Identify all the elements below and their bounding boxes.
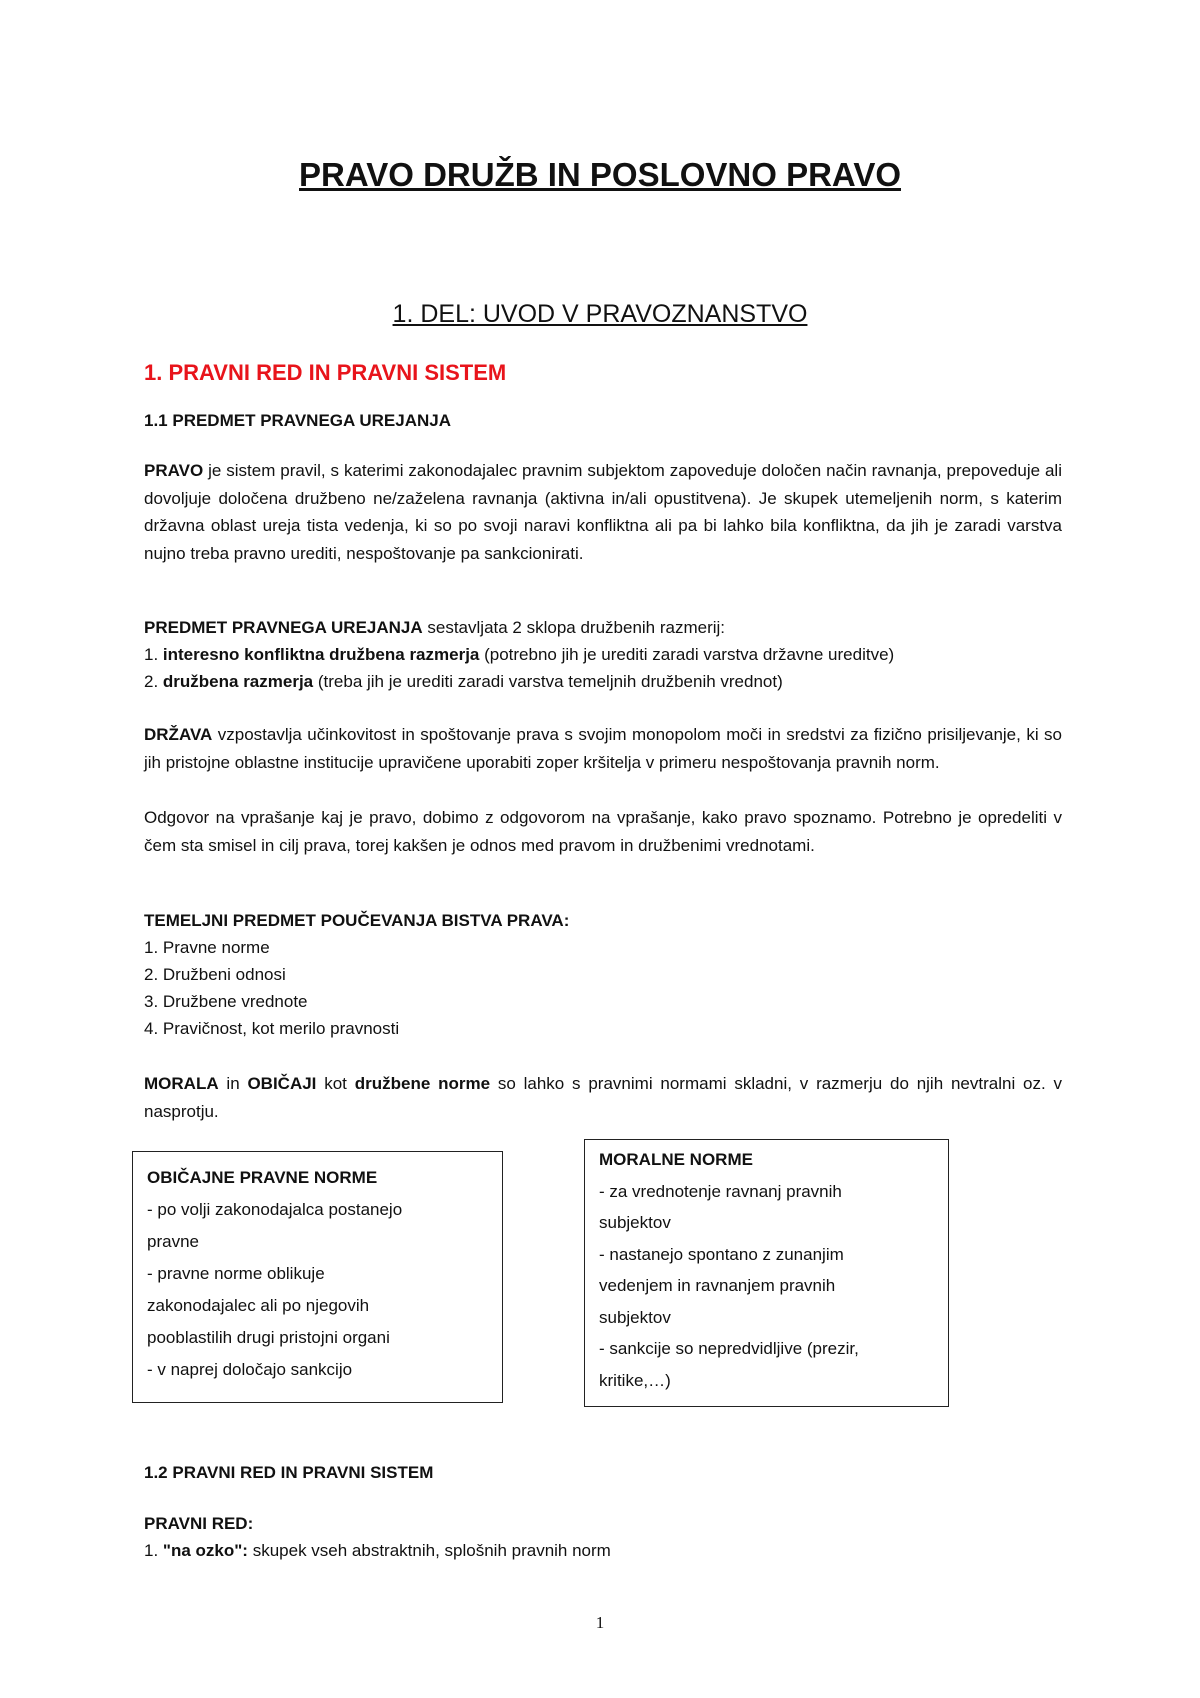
box-line: - sankcije so nepredvidljive (prezir, xyxy=(599,1339,859,1358)
predmet-item-2-text: (treba jih je urediti zaradi varstva temeljnih družbenih vrednot) xyxy=(313,672,783,691)
pravni-red-heading xyxy=(144,1510,253,1537)
drzava-term: DRŽAVA xyxy=(144,725,213,744)
page-number: 1 xyxy=(595,1613,605,1632)
list-number: 2. xyxy=(144,672,163,691)
box-line: - po volji zakonodajalca postanejo xyxy=(147,1200,403,1219)
pravo-term: PRAVO xyxy=(144,461,204,480)
moralne-norme-box xyxy=(584,1139,949,1407)
odgovor-paragraph: Odgovor na vprašanje kaj je pravo, dobimo z odgovorom na vprašanje, kako pravo spoznamo. Potrebno je opredeliti v čem sta smisel in cilj prava, torej kakšen je odnos med pravom in družbenimi vrednotami. xyxy=(144,808,1062,855)
box-line: - za vrednotenje ravnanj pravnih xyxy=(599,1181,842,1201)
list-number: 1. xyxy=(144,1541,163,1560)
morala-term: MORALA xyxy=(144,1074,219,1093)
box-line: zakonodajalec ali po njegovih xyxy=(147,1296,370,1315)
list-number: 1. xyxy=(144,645,163,664)
document-title: PRAVO DRUŽB IN POSLOVNO PRAVO xyxy=(299,156,901,193)
obicajne-norme-box xyxy=(132,1151,503,1403)
pravni-red-item-1-term: "na ozko": xyxy=(162,1541,248,1560)
list-item: 1. Pravne norme xyxy=(144,938,270,957)
box-line: subjektov xyxy=(599,1307,671,1327)
morala-paragraph xyxy=(144,1070,1062,1125)
predmet-intro xyxy=(144,614,725,641)
part-heading: 1. DEL: UVOD V PRAVOZNANSTVO xyxy=(392,300,808,328)
predmet-item-2-term: družbena razmerja xyxy=(162,672,314,691)
morala-text: in xyxy=(218,1074,248,1093)
box-heading: MORALNE NORME xyxy=(599,1150,753,1169)
subsection-heading: 1.1 PREDMET PRAVNEGA UREJANJA xyxy=(144,411,452,430)
predmet-intro-text: sestavljata 2 sklopa družbenih razmerij: xyxy=(422,618,726,637)
pravni-red-heading-text: PRAVNI RED: xyxy=(144,1514,254,1533)
morala-text: so lahko s pravnimi normami skladni, v razmerju do njih nevtralni oz. v nasprotju. xyxy=(144,1074,1063,1121)
pravo-text: je sistem pravil, s katerimi zakonodajalec pravnim subjektom zapoveduje določen način ravnanja, prepoveduje ali dovoljuje določena družbeno ne/zaželena ravnanja (aktivna in/ali opustitvena). Je skupek utemeljenih norm, s katerim državna oblast ureja tista vedenja, ki so po svoji naravi konfliktna ali pa bi lahko bila konfliktna, da jih je zaradi varstva nujno treba pravno urediti, nespoštovanje pa sankcionirati. xyxy=(144,461,1062,563)
box-line: kritike,…) xyxy=(599,1370,671,1390)
list-item: 3. Družbene vrednote xyxy=(144,992,308,1011)
section-heading: 1. PRAVNI RED IN PRAVNI SISTEM xyxy=(144,360,507,385)
box-line: vedenjem in ravnanjem pravnih xyxy=(599,1276,836,1295)
pravo-paragraph xyxy=(144,457,1062,567)
predmet-item-2 xyxy=(144,668,783,695)
box-line: - pravne norme oblikuje xyxy=(147,1264,325,1283)
morala-text: kot xyxy=(316,1074,355,1093)
druzbene-norme-term: družbene norme xyxy=(354,1074,491,1093)
box-line: pooblastilih drugi pristojni organi xyxy=(147,1328,390,1347)
obicaji-term: OBIČAJI xyxy=(247,1074,317,1093)
list-item: 4. Pravičnost, kot merilo pravnosti xyxy=(144,1019,400,1038)
box-line: - nastanejo spontano z zunanjim xyxy=(599,1244,844,1264)
box-heading: OBIČAJNE PRAVNE NORME xyxy=(147,1168,378,1187)
predmet-item-1-term: interesno konfliktna družbena razmerja xyxy=(162,645,480,664)
list-item: 2. Družbeni odnosi xyxy=(144,965,286,984)
predmet-term: PREDMET PRAVNEGA UREJANJA xyxy=(144,618,423,637)
predmet-item-1 xyxy=(144,641,894,668)
box-line: - v naprej določajo sankcijo xyxy=(147,1360,353,1379)
subsection-heading: 1.2 PRAVNI RED IN PRAVNI SISTEM xyxy=(144,1463,434,1482)
temeljni-heading-text: TEMELJNI PREDMET POUČEVANJA BISTVA PRAVA: xyxy=(144,911,570,930)
drzava-paragraph xyxy=(144,721,1062,776)
pravni-red-item-1-text: skupek vseh abstraktnih, splošnih pravnih norm xyxy=(247,1541,611,1560)
box-line: pravne xyxy=(147,1232,199,1251)
pravni-red-item-1 xyxy=(144,1537,611,1564)
box-line: subjektov xyxy=(599,1213,671,1232)
drzava-text: vzpostavlja učinkovitost in spoštovanje prava s svojim monopolom moči in sredstvi za fizično prisiljevanje, ki so jih pristojne oblastne institucije upravičene uporabiti zoper kršitelja v primeru nespoštovanja pravnih norm. xyxy=(144,725,1062,772)
predmet-item-1-text: (potrebno jih je urediti zaradi varstva državne ureditve) xyxy=(479,645,895,664)
temeljni-heading xyxy=(144,907,569,934)
